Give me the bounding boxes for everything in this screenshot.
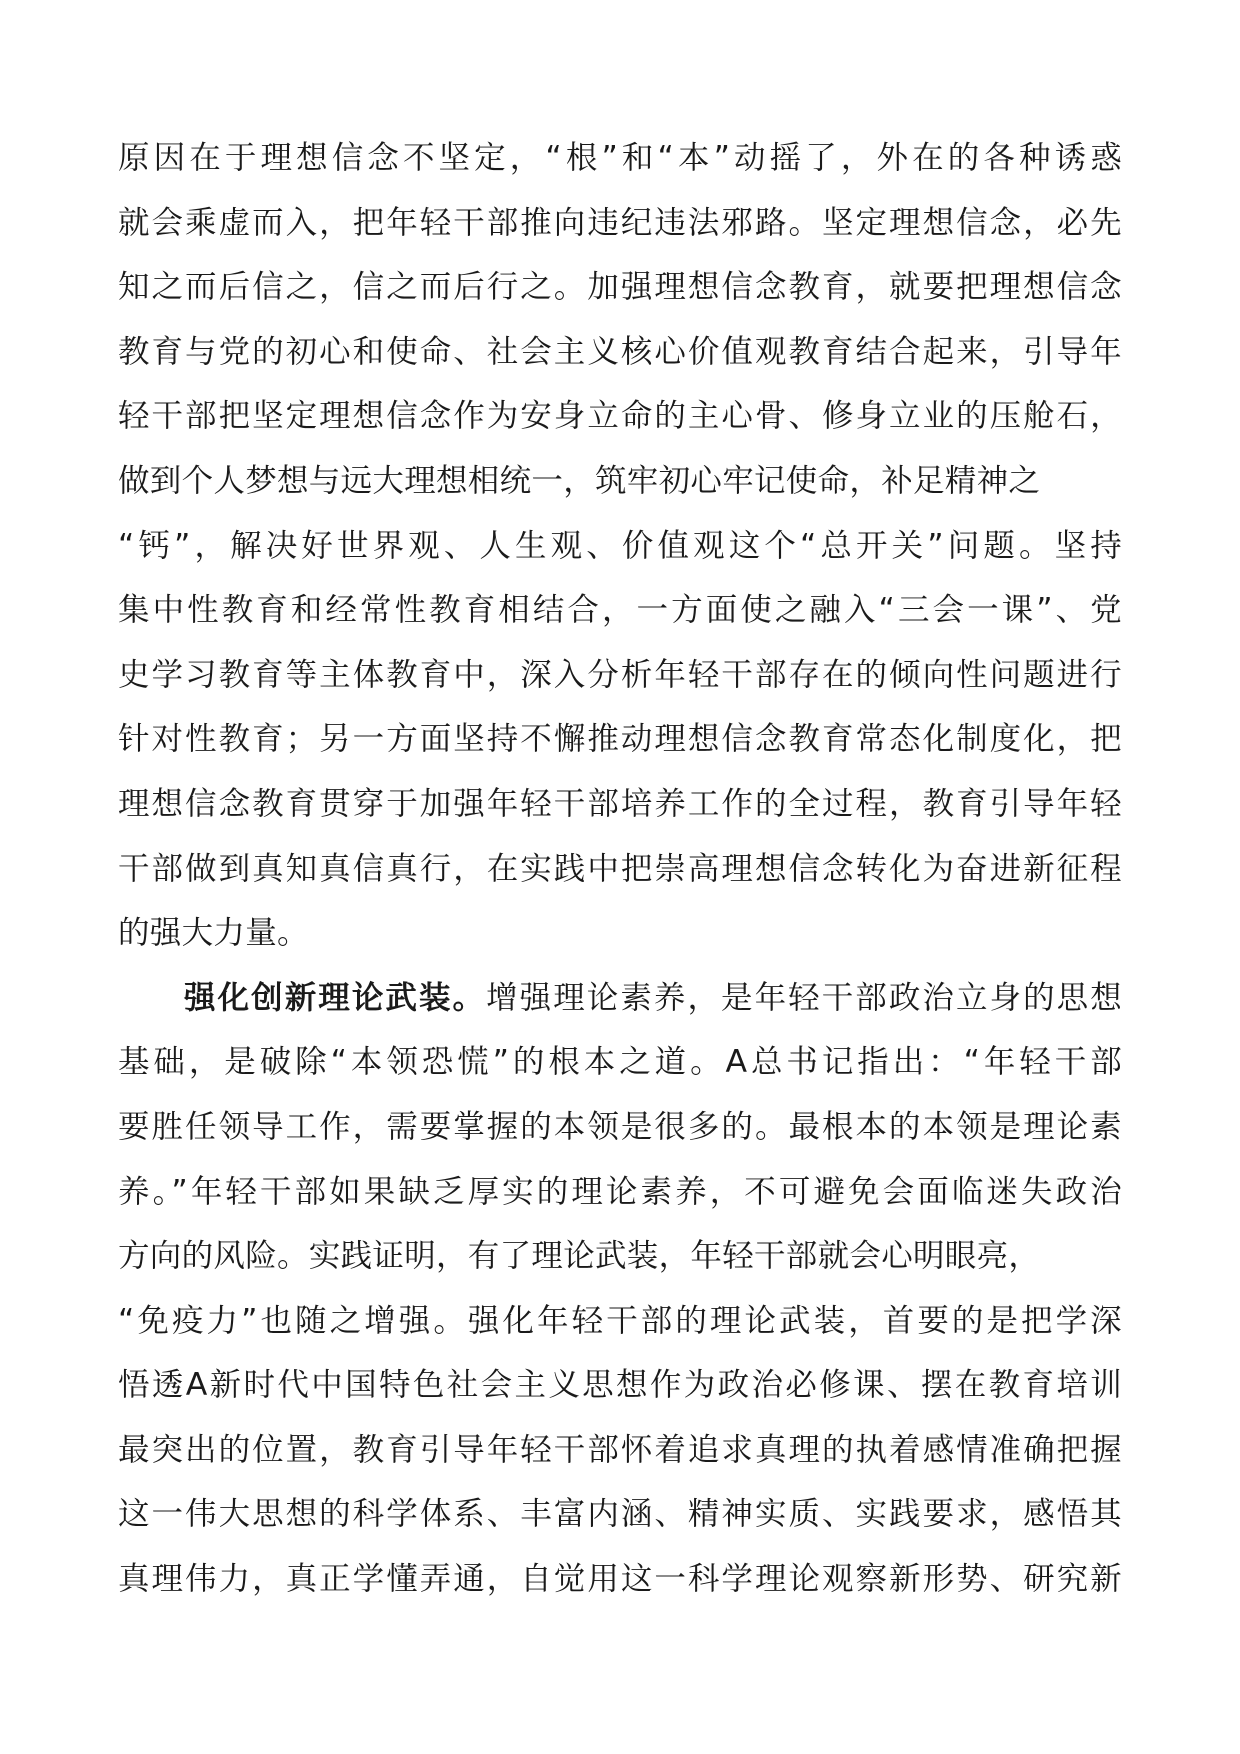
text-line: 这一伟大思想的科学体系、丰富内涵、精神实质、实践要求，感悟其	[118, 1496, 1122, 1533]
text-line: 原因在于理想信念不坚定，“根”和“本”动摇了，外在的各种诱惑	[118, 140, 1122, 176]
text-line: 方向的风险。实践证明，有了理论武装，年轻干部就会心明眼亮，	[118, 1238, 1041, 1275]
paragraph-theory	[118, 966, 1122, 1612]
text-line: “免疫力”也随之增强。强化年轻干部的理论武装，首要的是把学深	[118, 1302, 1122, 1339]
text-line: 基础，是破除“本领恐慌”的根本之道。A总书记指出：“年轻干部	[118, 1044, 1122, 1081]
text-line: 最突出的位置，教育引导年轻干部怀着追求真理的执着感情准确把握	[118, 1431, 1122, 1468]
text-line: 做到个人梦想与远大理想相统一，筑牢初心牢记使命，补足精神之	[118, 462, 1041, 499]
text-line: 针对性教育；另一方面坚持不懈推动理想信念教育常态化制度化，把	[118, 721, 1122, 758]
text-line: 理想信念教育贯穿于加强年轻干部培养工作的全过程，教育引导年轻	[118, 785, 1122, 822]
text-line: 干部做到真知真信真行，在实践中把崇高理想信念转化为奋进新征程	[118, 850, 1122, 887]
text-line: 真理伟力，真正学懂弄通，自觉用这一科学理论观察新形势、研究新	[118, 1561, 1122, 1598]
text-line: 悟透A新时代中国特色社会主义思想作为政治必修课、摆在教育培训	[118, 1367, 1122, 1404]
text-line: 教育与党的初心和使命、社会主义核心价值观教育结合起来，引导年	[118, 333, 1122, 370]
paragraph-heading: 强化创新理论武装。	[184, 979, 487, 1016]
text-line: 就会乘虚而入，把年轻干部推向违纪违法邪路。坚定理想信念，必先	[118, 204, 1122, 241]
paragraph-ideals	[118, 126, 1122, 966]
text-line: 史学习教育等主体教育中，深入分析年轻干部存在的倾向性问题进行	[118, 656, 1122, 693]
text-line: 的强大力量。	[118, 915, 309, 952]
text-line: 轻干部把坚定理想信念作为安身立命的主心骨、修身立业的压舱石，	[118, 398, 1122, 435]
paragraph-first-line	[118, 966, 1122, 1031]
text-line: 养。”年轻干部如果缺乏厚实的理论素养，不可避免会面临迷失政治	[118, 1173, 1122, 1210]
heading-line-text: 增强理论素养，是年轻干部政治立身的思想	[486, 979, 1122, 1016]
text-line: 集中性教育和经常性教育相结合，一方面使之融入“三会一课”、党	[118, 592, 1122, 629]
text-line: 要胜任领导工作，需要掌握的本领是很多的。最根本的本领是理论素	[118, 1108, 1122, 1145]
text-line: “钙”，解决好世界观、人生观、价值观这个“总开关”问题。坚持	[118, 527, 1122, 564]
text-line: 知之而后信之，信之而后行之。加强理想信念教育，就要把理想信念	[118, 269, 1122, 306]
body-text	[118, 126, 1122, 1612]
